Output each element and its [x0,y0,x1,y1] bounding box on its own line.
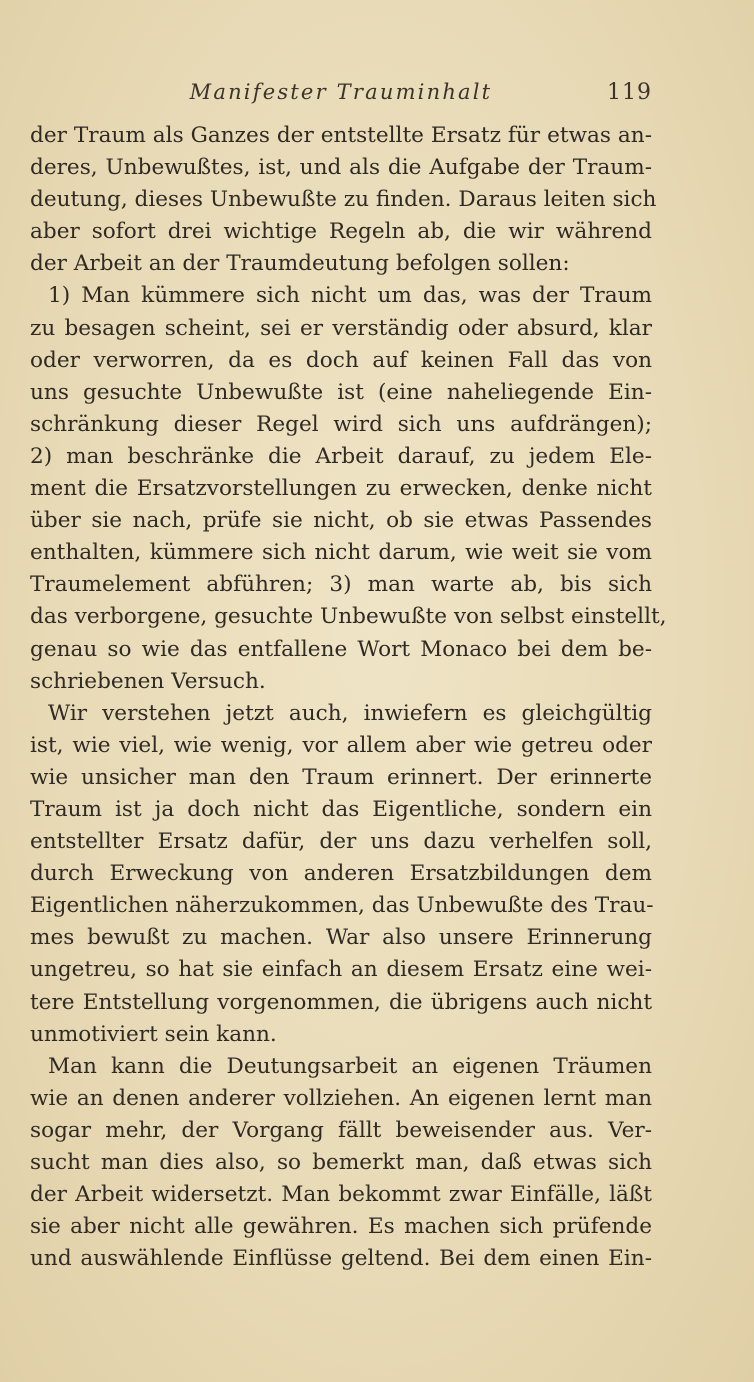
text-line: mes bewußt zu machen. War also unsere Erinnerung [30,925,652,951]
text-line: der Traum als Ganzes der entstellte Ersatz für etwas an- [30,123,652,148]
text-line: sie aber nicht alle gewähren. Es machen sich prüfende [30,1214,652,1240]
text-line: oder verworren, da es doch auf keinen Fall das von [30,347,652,373]
text-line: ment die Ersatzvorstellungen zu erwecken, denke nicht [30,476,652,502]
text-line: enthalten, kümmere sich nicht darum, wie weit sie vom [30,540,652,566]
text-line: der Arbeit widersetzt. Man bekommt zwar Einfälle, läßt [30,1182,652,1208]
text-line: schränkung dieser Regel wird sich uns aufdrängen); [30,411,652,437]
text-line: unmotiviert sein kann. [30,1021,277,1047]
text-line: zu besagen scheint, sei er verständig oder absurd, klar [30,315,652,341]
body-text [30,120,667,1275]
text-line: wie unsicher man den Traum erinnert. Der erinnerte [30,764,652,790]
text-line: und auswählende Einflüsse geltend. Bei dem einen Ein- [30,1246,652,1272]
text-line: deres, Unbewußtes, ist, und als die Aufgabe der Traum- [30,155,652,181]
text-line: Eigentlichen näherzukommen, das Unbewußte des Trau- [30,893,654,919]
text-line: Traum ist ja doch nicht das Eigentliche, sondern ein [30,796,652,822]
text-line: Traumelement abführen; 3) man warte ab, bis sich [30,572,652,598]
text-line: wie an denen anderer vollziehen. An eigenen lernt man [30,1085,652,1111]
running-title: Manifester Trauminhalt [189,80,493,104]
page-number: 119 [607,80,652,105]
text-line: Wir verstehen jetzt auch, inwiefern es gleichgültig [48,700,652,726]
text-line: ungetreu, so hat sie einfach an diesem Ersatz eine wei- [30,957,652,983]
text-line: 2) man beschränke die Arbeit darauf, zu jedem Ele- [30,443,652,469]
page-header [30,80,652,114]
text-line: ist, wie viel, wie wenig, vor allem aber wie getreu oder [30,732,652,758]
text-line: entstellter Ersatz dafür, der uns dazu verhelfen soll, [30,829,652,855]
text-line: Man kann die Deutungsarbeit an eigenen Träumen [48,1053,652,1079]
text-line: uns gesuchte Unbewußte ist (eine naheliegende Ein- [30,379,652,405]
text-line: schriebenen Versuch. [30,668,266,694]
text-line: sucht man dies also, so bemerkt man, daß etwas sich [30,1150,652,1175]
text-line: das verborgene, gesuchte Unbewußte von selbst einstellt, [30,604,667,630]
text-line: sogar mehr, der Vorgang fällt beweisender aus. Ver- [30,1117,652,1143]
text-line: genau so wie das entfallene Wort Monaco bei dem be- [30,636,652,662]
text-line: über sie nach, prüfe sie nicht, ob sie etwas Passendes [30,508,652,534]
text-line: tere Entstellung vorgenommen, die übrigens auch nicht [30,989,652,1015]
text-line: deutung, dieses Unbewußte zu finden. Daraus leiten sich [30,187,657,213]
text-line: der Arbeit an der Traumdeutung befolgen sollen: [30,251,570,277]
text-line: aber sofort drei wichtige Regeln ab, die wir während [30,219,652,245]
text-line: 1) Man kümmere sich nicht um das, was der Traum [48,283,652,309]
text-line: durch Erweckung von anderen Ersatzbildungen dem [30,861,652,887]
